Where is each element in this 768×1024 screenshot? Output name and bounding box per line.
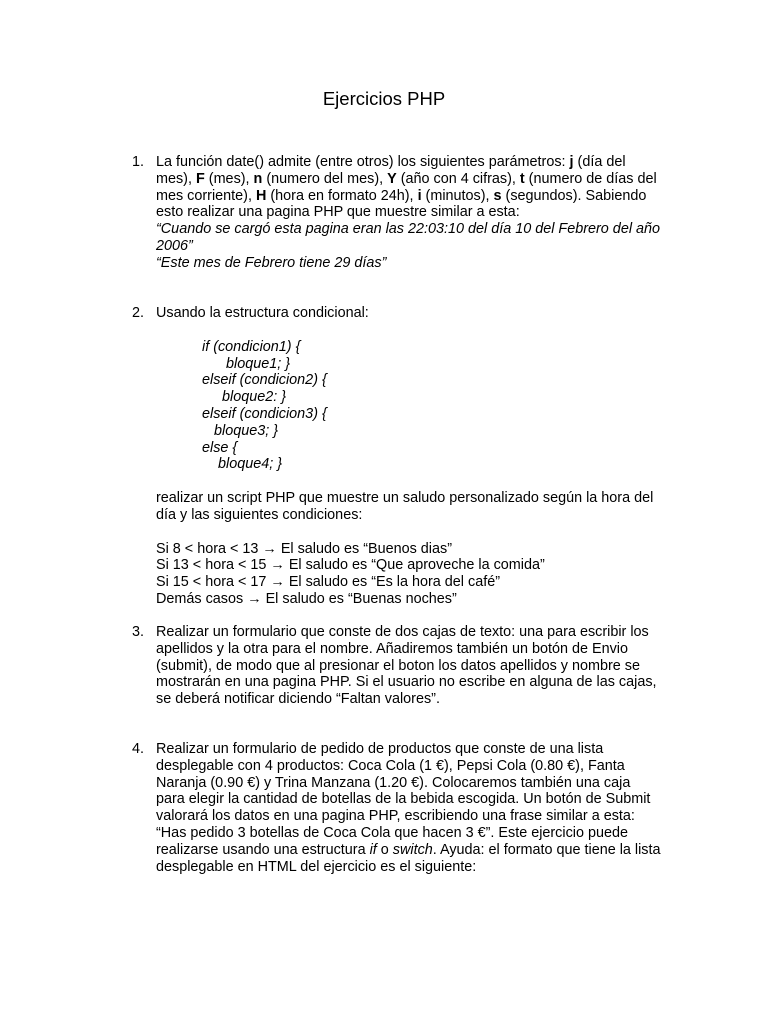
text-segment: (segundos). Sabiendo esto realizar una pagina PHP que muestre similar a esta: [156,187,647,221]
parameter-letter: H [255,187,267,204]
condition: Si 8 < hora < 13 [156,540,259,557]
keyword-if: if [369,841,377,858]
text-segment: (año con 4 cifras), [396,170,520,187]
parameter-letter: i [417,187,422,204]
code-line: elseif (condicion2) { [202,372,327,389]
text-segment: (mes), [204,170,254,187]
keyword-switch: switch [392,841,433,858]
code-line: bloque1; } [202,355,291,372]
condition-line [156,541,662,558]
exercise-1-text [156,154,662,221]
parameter-letter: n [253,170,263,187]
exercise-2 [132,305,662,608]
code-block [202,339,662,473]
exercise-number: 3. [132,624,145,640]
arrow-icon: → [262,540,277,557]
arrow-icon: → [247,590,262,607]
exercise-3-text: Realizar un formulario que conste de dos cajas de texto: una para escribir los apellidos y la otra para el nombre. Añadiremos también un botón de Envio (submit), de modo que al presionar el boton los datos apellidos y nombre se mostrarán en una pagina PHP. Si el usuario no escribe en alguna de las cajas, se deberá notificar diciendo “Faltan valores”. [156,624,657,708]
exercise-4-text-b: o [376,841,393,858]
exercise-2-intro: Usando la estructura condicional: [156,305,369,321]
condition: Demás casos [156,590,244,607]
exercise-number: 2. [132,305,145,321]
arrow-icon: → [270,557,285,574]
condition: Si 13 < hora < 15 [156,557,267,574]
page-title: Ejercicios PHP [322,88,446,109]
text-segment: (hora en formato 24h), [266,187,418,204]
exercise-4-text [156,741,662,875]
exercise-4-text-c: . Ayuda: el formato que tiene la lista desplegable en HTML del ejercicio es el siguiente: [156,841,661,875]
text-segment: (día del mes), [156,154,626,187]
condition-line [156,591,662,608]
code-line: else { [202,439,238,456]
code-line: bloque2: } [202,389,287,406]
exercise-4-text-a: Realizar un formulario de pedido de productos que conste de una lista desplegable con 4 productos: Coca Cola (1 €), Pepsi Cola (0.80 €), Fanta Naranja (0.90 €) y Trina Manzana (1.20 €). Colocaremos también una caja para elegir la cantidad de botellas de la bebida escogida. Un botón de Submit valorará los datos en una pagina PHP, escribiendo una frase similar a esta: “Has pedido 3 botellas de Coca Cola que hacen 3 €”. Este ejercicio puede realizarse usando una estructura [156,741,651,858]
code-line: if (condicion1) { [202,338,301,355]
condition-result: El saludo es “Buenos dias” [280,540,452,557]
parameter-letter: F [195,170,205,187]
condition-line [156,574,662,591]
code-line: bloque3; } [202,422,279,439]
parameter-letter: Y [387,170,397,187]
example-quote-2: “Este mes de Febrero tiene 29 días” [156,254,387,271]
exercise-3 [132,624,662,708]
code-line: elseif (condicion3) { [202,405,327,422]
exercise-number: 1. [132,154,145,170]
text-segment: (minutos), [421,187,494,204]
parameter-letter: t [519,170,525,187]
parameter-letter: j [569,154,574,170]
code-line: bloque4; } [202,456,283,473]
text-segment: (numero de días del mes corriente), [156,170,657,204]
exercise-4 [132,741,662,875]
exercise-2-text: realizar un script PHP que muestre un saludo personalizado según la hora del día y las siguientes condiciones: [156,490,654,523]
condition: Si 15 < hora < 17 [156,574,267,591]
condition-result: El saludo es “Es la hora del café” [288,574,500,591]
text-segment: La función date() admite (entre otros) los siguientes parámetros: [156,154,570,170]
condition-result: El saludo es “Buenas noches” [265,590,457,607]
parameter-letter: s [493,187,502,204]
text-segment: (numero del mes), [262,170,388,187]
exercise-number: 4. [132,741,145,757]
condition-result: El saludo es “Que aproveche la comida” [288,557,545,574]
arrow-icon: → [270,574,285,591]
example-quote-1: “Cuando se cargó esta pagina eran las 22:03:10 del día 10 del Febrero del año 2006” [156,221,661,254]
exercise-1 [132,154,662,272]
condition-line [156,557,662,574]
